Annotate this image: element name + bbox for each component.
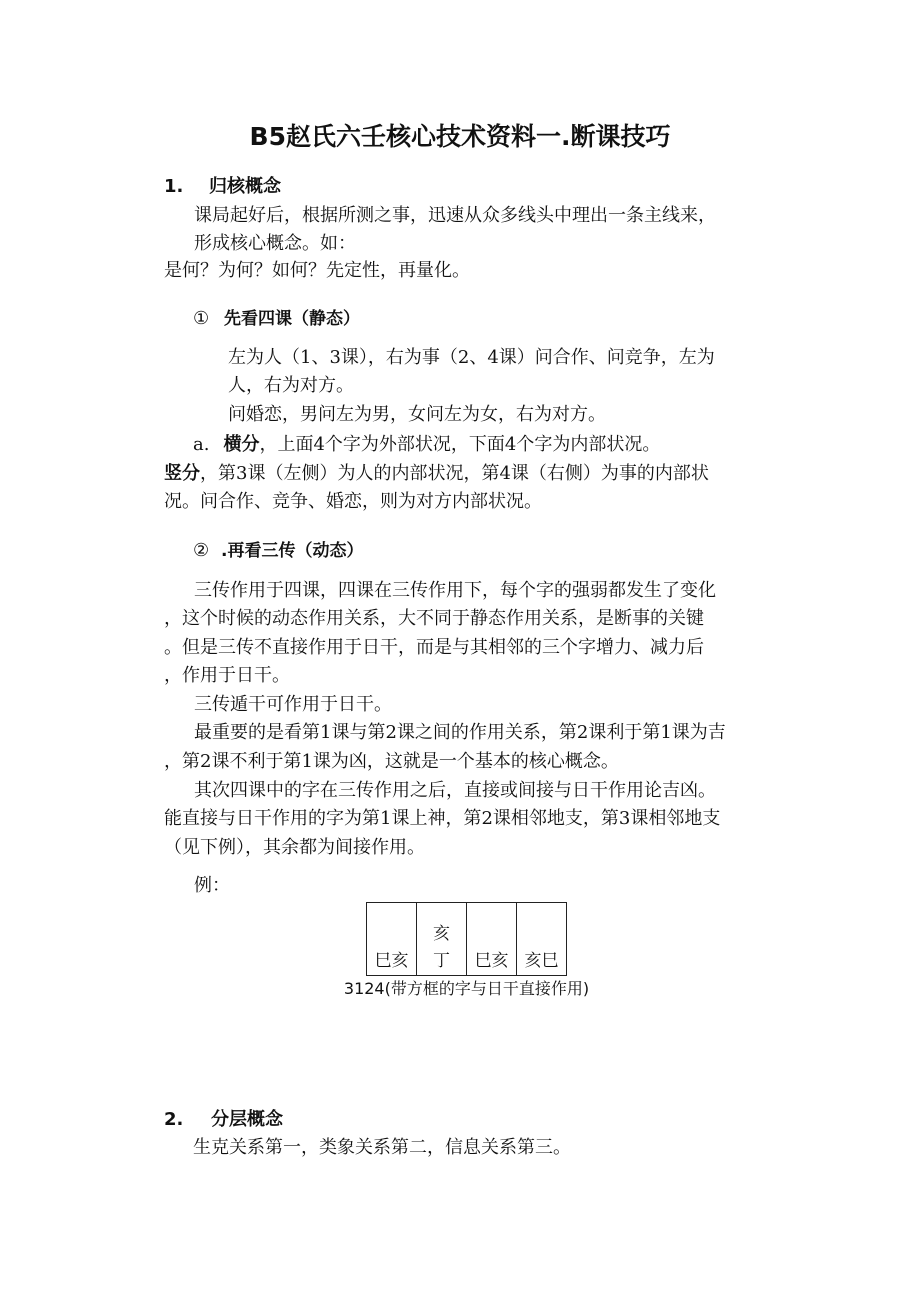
example-cell-2 (417, 903, 467, 976)
section-1-number: 1. (164, 176, 184, 197)
section-1-text-line-3: 是何？为何？如何？先定性，再量化。 (164, 260, 470, 281)
subsection-2-text-line-3: 。但是三传不直接作用于日干，而是与其相邻的三个字增力、减力后 (164, 637, 704, 658)
horizontal-split-paragraph (193, 434, 660, 456)
subsection-2-marker: ② (193, 540, 210, 561)
subsection-2-text-line-8: 其次四课中的字在三传作用之后，直接或间接与日干作用论吉凶。 (194, 780, 716, 801)
example-table (366, 902, 567, 976)
horizontal-split-term: 横分 (223, 434, 260, 455)
subsection-2-text-line-5: 三传遁干可作用于日干。 (194, 694, 392, 715)
example-cell-3-bottom: 巳亥 (474, 951, 509, 971)
subsection-1-marker: ① (193, 308, 210, 329)
vertical-split-paragraph (164, 463, 709, 485)
section-2-text-line-1: 生克关系第一，类象关系第二，信息关系第三。 (193, 1137, 571, 1158)
subsection-2-text-line-6: 最重要的是看第1课与第2课之间的作用关系，第2课利于第1课为吉 (194, 722, 726, 743)
subsection-2-text-line-9: 能直接与日干作用的字为第1课上神，第2课相邻地支，第3课相邻地支 (164, 808, 721, 829)
subsection-1-text-line-1: 左为人（1、3课），右为事（2、4课）问合作、问竞争，左为 (228, 347, 715, 368)
page-title: B5赵氏六壬核心技术资料一.断课技巧 (249, 122, 671, 151)
subsection-2-text-line-7: ，第2课不利于第1课为凶，这就是一个基本的核心概念。 (164, 751, 619, 772)
example-cell-2-bottom: 丁 (433, 951, 450, 971)
example-cell-1 (367, 903, 417, 976)
subsection-1-text-line-2: 人，右为对方。 (228, 375, 354, 396)
example-cell-4-bottom: 亥巳 (524, 951, 559, 971)
section-2-heading: 分层概念 (211, 1109, 283, 1130)
example-label: 例： (194, 875, 230, 896)
subsection-2-heading: .再看三传（动态） (221, 541, 364, 561)
subsection-2-text-line-2: ，这个时候的动态作用关系，大不同于静态作用关系，是断事的关键 (164, 608, 704, 629)
subsection-1-text-line-3: 问婚恋，男问左为男，女问左为女，右为对方。 (228, 404, 606, 425)
subsection-2-text-line-4: ，作用于日干。 (164, 665, 290, 686)
example-cell-1-bottom: 巳亥 (374, 951, 409, 971)
example-cell-3 (467, 903, 517, 976)
example-caption: 3124(带方框的字与日干直接作用) (343, 979, 590, 998)
vertical-split-term: 竖分 (164, 463, 200, 484)
subsection-1-heading: 先看四课（静态） (224, 309, 360, 329)
subsection-2-text-line-1: 三传作用于四课，四课在三传作用下，每个字的强弱都发生了变化 (194, 580, 716, 601)
item-a-marker: a. (193, 434, 210, 455)
section-1-text-line-1: 课局起好后，根据所测之事，迅速从众多线头中理出一条主线来， (194, 205, 716, 226)
subsection-2-text-line-10: （见下例），其余都为间接作用。 (164, 837, 425, 858)
example-cell-2-top: 亥 (433, 924, 450, 944)
example-cell-4 (517, 903, 567, 976)
horizontal-split-text: ，上面4个字为外部状况，下面4个字为内部状况。 (259, 434, 661, 455)
section-1-heading: 归核概念 (209, 176, 281, 197)
section-2-number: 2. (164, 1109, 184, 1130)
vertical-split-text-line-2: 况。问合作、竞争、婚恋，则为对方内部状况。 (164, 491, 542, 512)
section-1-text-line-2: 形成核心概念。如： (194, 233, 356, 254)
vertical-split-text: ，第3课（左侧）为人的内部状况，第4课（右侧）为事的内部状 (200, 463, 709, 484)
